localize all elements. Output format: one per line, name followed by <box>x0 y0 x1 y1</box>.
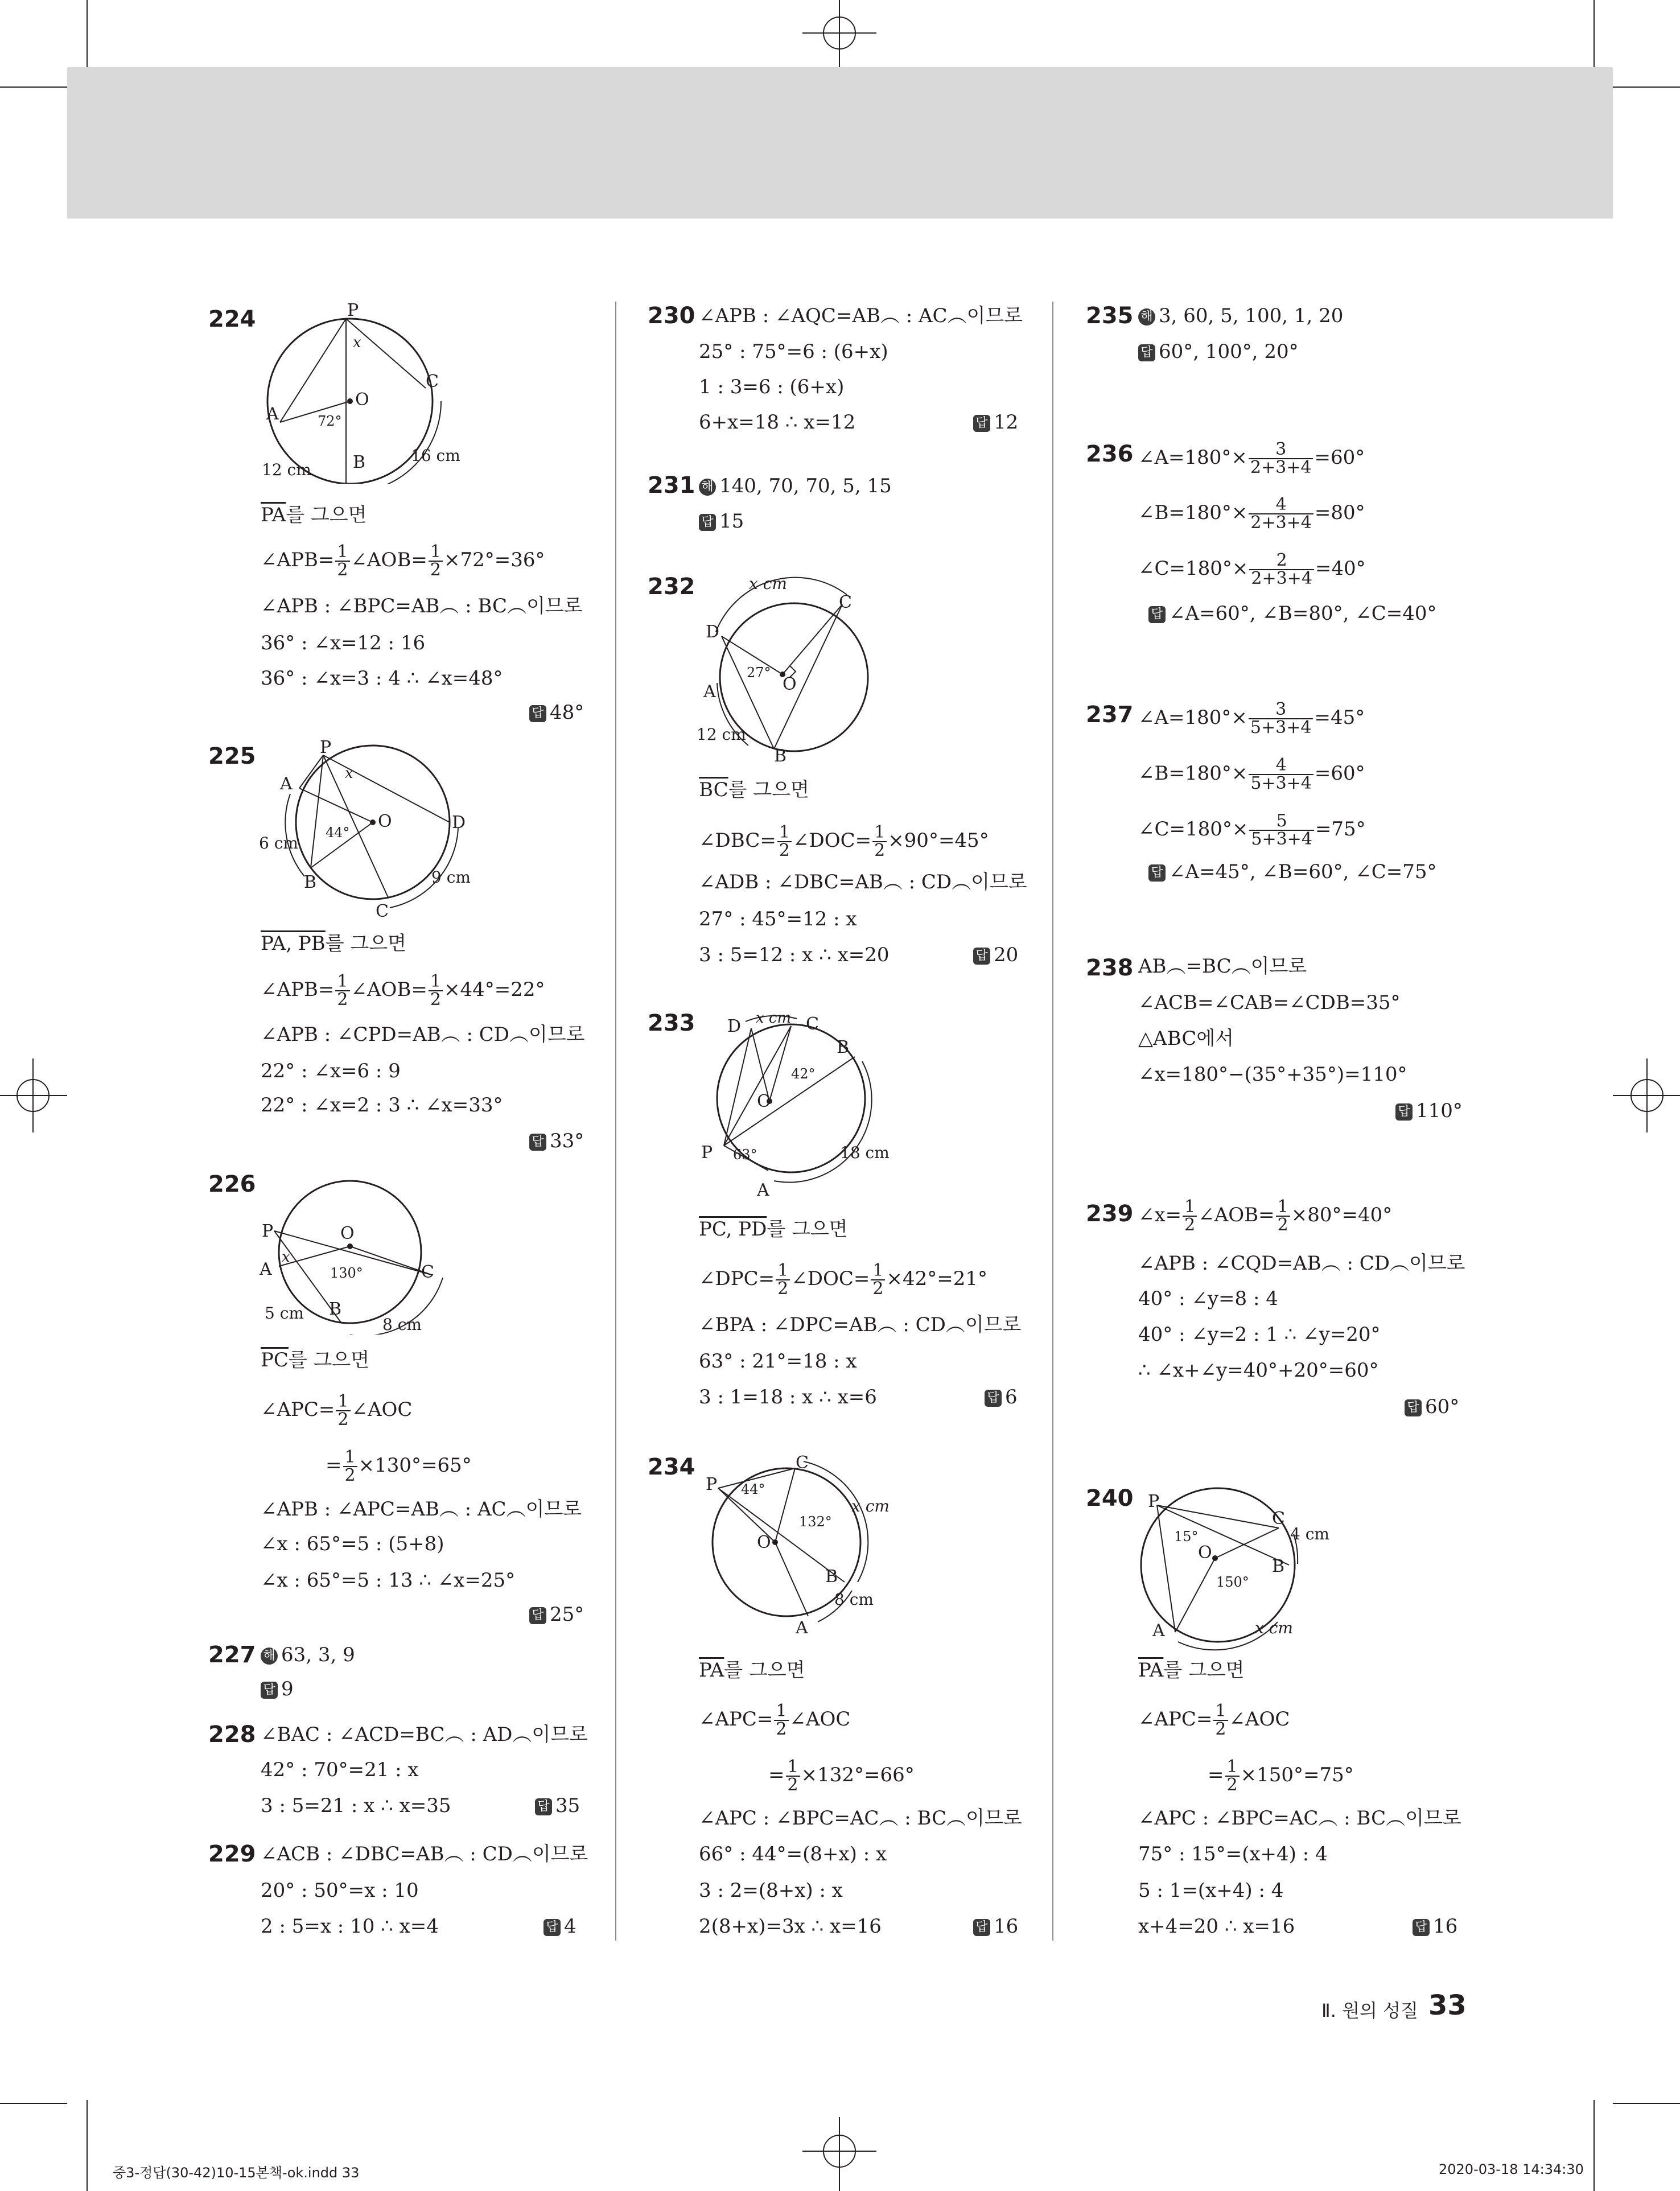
solution-line: ∠ACB=∠CAB=∠CDB=35° <box>1138 991 1401 1014</box>
solution-line: ∠APC= $\frac{1}{2}$ ∠AOC <box>699 1701 851 1739</box>
answer: 답 16 <box>973 1915 1018 1938</box>
answer: 답 60° <box>1405 1395 1459 1418</box>
circle-figure-240 <box>1135 1480 1340 1656</box>
problem-number: 224 <box>208 306 256 332</box>
solution-line: ∠BPA : ∠DPC=AB︵ : CD︵이므로 <box>699 1313 1022 1336</box>
point-label: A <box>703 682 716 702</box>
circle-figure-225 <box>256 737 484 925</box>
answer: 답 ∠A=60°, ∠B=80°, ∠C=40° <box>1148 602 1437 625</box>
problem-number: 240 <box>1086 1485 1134 1512</box>
point-label: O <box>757 1533 771 1552</box>
solution-line: x+4=20 ∴ x=16 <box>1138 1915 1295 1938</box>
solution-line: ∠x : 65°=5 : 13 ∴ ∠x=25° <box>261 1569 516 1592</box>
problem-number: 225 <box>208 743 256 769</box>
circle-figure-233 <box>694 1004 899 1204</box>
solution-line: 36° : ∠x=12 : 16 <box>261 632 426 654</box>
angle-label: 63° <box>733 1147 757 1163</box>
point-label: A <box>757 1180 769 1200</box>
solution-line: ∠DBC= $\frac{1}{2}$ ∠DOC= $\frac{1}{2}$ ×90°=45° <box>699 822 989 860</box>
problem-number: 228 <box>208 1722 256 1748</box>
solution-line: ∠x= $\frac{1}{2}$ ∠AOB= $\frac{1}{2}$ ×80°=40° <box>1138 1197 1393 1235</box>
hint-line: 해 63, 3, 9 <box>261 1644 355 1666</box>
point-label: B <box>304 872 317 892</box>
problem-number: 235 <box>1086 303 1134 329</box>
length-label: 5 cm <box>265 1304 304 1323</box>
point-label: O <box>783 674 797 694</box>
point-label: O <box>340 1224 355 1243</box>
answer: 답 ∠A=45°, ∠B=60°, ∠C=75° <box>1148 860 1437 883</box>
answer: 답 60°, 100°, 20° <box>1138 340 1299 363</box>
length-label: x cm <box>749 574 787 593</box>
solution-line: PA, PB를 그으면 <box>261 932 406 955</box>
point-label: O <box>757 1092 771 1111</box>
angle-label: 42° <box>791 1066 816 1082</box>
solution-line: 27° : 45°=12 : x <box>699 908 857 930</box>
point-label: B <box>1272 1556 1285 1576</box>
angle-label: 72° <box>318 413 342 429</box>
circle-figure-224 <box>245 302 484 484</box>
crop-mark <box>1593 0 1595 67</box>
solution-line: ∠BAC : ∠ACD=BC︵ : AD︵이므로 <box>261 1723 588 1746</box>
solution-line: ∠APB : ∠APC=AB︵ : AC︵이므로 <box>261 1498 582 1521</box>
answer: 답 35 <box>535 1794 580 1817</box>
solution-line: 63° : 21°=18 : x <box>699 1350 857 1373</box>
angle-label: 132° <box>799 1514 832 1530</box>
point-label: P <box>1148 1492 1160 1512</box>
problem-number: 239 <box>1086 1201 1134 1227</box>
angle-label: 150° <box>1216 1574 1249 1590</box>
page-number: 33 <box>1428 1990 1467 2021</box>
solution-line: 22° : ∠x=6 : 9 <box>261 1060 401 1082</box>
solution-line: = $\frac{1}{2}$ ×132°=66° <box>768 1757 915 1795</box>
solution-line: ∠ACB : ∠DBC=AB︵ : CD︵이므로 <box>261 1843 588 1865</box>
crop-mark <box>1593 2100 1595 2191</box>
registration-mark <box>0 1059 68 1132</box>
solution-line: 3 : 2=(8+x) : x <box>699 1879 843 1902</box>
solution-line: 42° : 70°=21 : x <box>261 1758 419 1781</box>
solution-line: ∠x=180°−(35°+35°)=110° <box>1138 1063 1407 1086</box>
solution-line: $\overline{PA}$를 그으면 <box>1138 1659 1245 1682</box>
length-label: x cm <box>756 1010 792 1027</box>
solution-line: ∠A=180°× $\frac{3}{2+3+4}$ =60° <box>1138 439 1365 477</box>
point-label: C <box>796 1453 809 1473</box>
answer: 답 48° <box>529 701 584 724</box>
length-label: x cm <box>851 1497 890 1515</box>
point-label: P <box>347 302 359 320</box>
problem-number: 237 <box>1086 702 1134 728</box>
solution-line: △ABC에서 <box>1138 1027 1234 1050</box>
point-label: P <box>706 1475 718 1494</box>
point-label: O <box>1198 1543 1212 1563</box>
solution-line: 20° : 50°=x : 10 <box>261 1879 419 1902</box>
solution-line: ∠APB : ∠CPD=AB︵ : CD︵이므로 <box>261 1023 585 1046</box>
length-label: 16 cm <box>411 446 460 465</box>
solution-line: 25° : 75°=6 : (6+x) <box>699 340 888 363</box>
solution-line: ∠DPC= $\frac{1}{2}$ ∠DOC= $\frac{1}{2}$ ×42°=21° <box>699 1261 987 1299</box>
solution-line: ∠B=180°× $\frac{4}{2+3+4}$ =80° <box>1138 495 1365 533</box>
point-label: A <box>1152 1621 1165 1641</box>
crop-mark <box>87 2100 88 2191</box>
point-label: A <box>266 404 279 424</box>
point-label: D <box>727 1016 742 1036</box>
answer: 답 12 <box>973 411 1018 434</box>
length-label: 4 cm <box>1290 1525 1329 1543</box>
solution-line: = $\frac{1}{2}$ ×150°=75° <box>1208 1757 1354 1795</box>
point-label: A <box>280 774 293 794</box>
solution-line: = $\frac{1}{2}$ ×130°=65° <box>326 1447 472 1485</box>
crop-mark <box>87 0 88 67</box>
length-label: 12 cm <box>697 725 746 744</box>
solution-line: 40° : ∠y=8 : 4 <box>1138 1287 1278 1310</box>
problem-number: 230 <box>648 303 695 329</box>
solution-line: $\overline{BC}$를 그으면 <box>699 779 809 801</box>
problem-number: 231 <box>648 472 695 499</box>
solution-line: ∠APC : ∠BPC=AC︵ : BC︵이므로 <box>1138 1807 1461 1830</box>
solution-line: 1 : 3=6 : (6+x) <box>699 376 845 398</box>
point-label: C <box>376 901 389 921</box>
solution-line: 3 : 5=12 : x ∴ x=20 <box>699 944 890 966</box>
solution-line: AB︵=BC︵이므로 <box>1138 955 1307 978</box>
hint-line: 해 140, 70, 70, 5, 15 <box>699 475 892 497</box>
solution-line: 2 : 5=x : 10 ∴ x=4 <box>261 1915 439 1938</box>
solution-line: ∠x : 65°=5 : (5+8) <box>261 1533 444 1555</box>
solution-line: $\overline{PA}$를 그으면 <box>699 1659 805 1682</box>
point-label: C <box>426 372 439 392</box>
crop-mark <box>1613 87 1680 88</box>
solution-line: ∠APB : ∠AQC=AB︵ : AC︵이므로 <box>699 304 1023 327</box>
solution-line: $\overline{PA}$를 그으면 <box>261 504 367 526</box>
problem-number: 232 <box>648 574 695 600</box>
problem-number: 236 <box>1086 441 1134 467</box>
solution-line: ∠ADB : ∠DBC=AB︵ : CD︵이므로 <box>699 871 1027 893</box>
point-label: D <box>706 622 720 642</box>
solution-line: 2(8+x)=3x ∴ x=16 <box>699 1915 882 1938</box>
point-label: D <box>452 813 466 833</box>
answer: 답 20 <box>973 944 1018 966</box>
point-label: B <box>837 1037 850 1057</box>
solution-line: ∠APB= $\frac{1}{2}$ ∠AOB= $\frac{1}{2}$ ×72°=36° <box>261 542 545 580</box>
solution-line: 66° : 44°=(8+x) : x <box>699 1843 887 1865</box>
point-label: O <box>355 390 369 410</box>
solution-line: 3 : 5=21 : x ∴ x=35 <box>261 1794 451 1817</box>
length-label: 9 cm <box>431 868 471 887</box>
length-label: x cm <box>1255 1618 1293 1637</box>
point-label: C <box>1272 1509 1285 1529</box>
circle-figure-226 <box>250 1164 444 1335</box>
registration-mark <box>1612 1059 1680 1132</box>
angle-label: 15° <box>1174 1529 1199 1545</box>
length-label: 6 cm <box>259 834 298 852</box>
circle-figure-232 <box>694 569 888 763</box>
angle-label: 44° <box>326 825 350 841</box>
problem-number: 234 <box>648 1454 695 1480</box>
chapter-label: Ⅱ. 원의 성질 <box>1321 2000 1418 2021</box>
solution-line: ∠APC : ∠BPC=AC︵ : BC︵이므로 <box>699 1807 1022 1830</box>
angle-label: 130° <box>330 1265 363 1281</box>
solution-line: ∠A=180°× $\frac{3}{5+3+4}$ =45° <box>1138 699 1365 738</box>
problem-number: 238 <box>1086 955 1134 981</box>
footer-timestamp: 2020-03-18 14:34:30 <box>1439 2161 1584 2177</box>
length-label: 18 cm <box>840 1143 890 1162</box>
angle-label: x <box>282 1249 290 1266</box>
point-label: P <box>320 738 332 757</box>
problem-number: 226 <box>208 1171 256 1197</box>
answer: 답 9 <box>261 1678 294 1700</box>
point-label: A <box>796 1618 808 1638</box>
point-label: A <box>260 1259 272 1279</box>
crop-mark <box>0 87 67 88</box>
length-label: 8 cm <box>834 1590 874 1609</box>
point-label: C <box>806 1014 819 1034</box>
solution-line: ∠APC= $\frac{1}{2}$ ∠AOC <box>1138 1701 1290 1739</box>
answer: 답 25° <box>529 1603 584 1626</box>
solution-line: 22° : ∠x=2 : 3 ∴ ∠x=33° <box>261 1094 503 1117</box>
answer: 답 33° <box>529 1130 584 1152</box>
point-label: C <box>421 1262 434 1282</box>
solution-line: ∠B=180°× $\frac{4}{5+3+4}$ =60° <box>1138 755 1365 793</box>
length-label: 8 cm <box>382 1315 422 1334</box>
crop-mark <box>0 2103 67 2104</box>
point-label: B <box>353 452 366 472</box>
solution-line: ∴ ∠x+∠y=40°+20°=60° <box>1138 1359 1379 1382</box>
solution-line: 3 : 1=18 : x ∴ x=6 <box>699 1386 877 1408</box>
solution-line: $\overline{PC}$를 그으면 <box>261 1349 370 1372</box>
footer-filename: 중3-정답(30-42)10-15본책-ok.indd 33 <box>113 2165 360 2181</box>
circle-figure-234 <box>695 1445 900 1639</box>
point-label: B <box>825 1567 838 1587</box>
solution-line: 40° : ∠y=2 : 1 ∴ ∠y=20° <box>1138 1323 1381 1346</box>
registration-mark <box>802 0 876 68</box>
point-label: B <box>329 1299 342 1319</box>
solution-line: ∠APB= $\frac{1}{2}$ ∠AOB= $\frac{1}{2}$ ×44°=22° <box>261 971 545 1010</box>
problem-number: 233 <box>648 1010 695 1036</box>
point-label: O <box>378 812 392 831</box>
point-label: B <box>774 746 787 763</box>
solution-line: 75° : 15°=(x+4) : 4 <box>1138 1843 1328 1865</box>
crop-mark <box>1613 2103 1680 2104</box>
registration-mark <box>802 2117 876 2191</box>
point-label: P <box>701 1143 713 1163</box>
point-label: P <box>262 1221 274 1241</box>
answer: 답 15 <box>699 510 744 533</box>
angle-label: 27° <box>747 665 771 681</box>
solution-line: 6+x=18 ∴ x=12 <box>699 411 856 434</box>
solution-line: ∠C=180°× $\frac{5}{5+3+4}$ =75° <box>1138 811 1366 849</box>
answer: 답 16 <box>1413 1915 1457 1938</box>
angle-label: 44° <box>741 1481 765 1497</box>
angle-label: x <box>353 334 361 351</box>
answer: 답 4 <box>543 1915 577 1938</box>
answer: 답 6 <box>985 1386 1018 1408</box>
solution-line: ∠APB : ∠BPC=AB︵ : BC︵이므로 <box>261 595 583 617</box>
solution-line: ∠APC= $\frac{1}{2}$ ∠AOC <box>261 1391 413 1430</box>
solution-line: 36° : ∠x=3 : 4 ∴ ∠x=48° <box>261 667 503 690</box>
hint-line: 해 3, 60, 5, 100, 1, 20 <box>1138 304 1343 327</box>
column-divider <box>1052 302 1053 1941</box>
solution-line: 5 : 1=(x+4) : 4 <box>1138 1879 1284 1902</box>
answer: 답 110° <box>1395 1099 1463 1122</box>
solution-line: ∠APB : ∠CQD=AB︵ : CD︵이므로 <box>1138 1252 1465 1275</box>
problem-number: 227 <box>208 1642 256 1668</box>
solution-line: PC, PD를 그으면 <box>699 1218 848 1241</box>
column-divider <box>615 302 616 1941</box>
header-band <box>67 67 1613 219</box>
problem-number: 229 <box>208 1841 256 1867</box>
length-label: 12 cm <box>262 460 311 479</box>
solution-line: ∠C=180°× $\frac{2}{2+3+4}$ =40° <box>1138 550 1366 588</box>
angle-label: x <box>345 765 353 782</box>
point-label: C <box>839 592 852 612</box>
